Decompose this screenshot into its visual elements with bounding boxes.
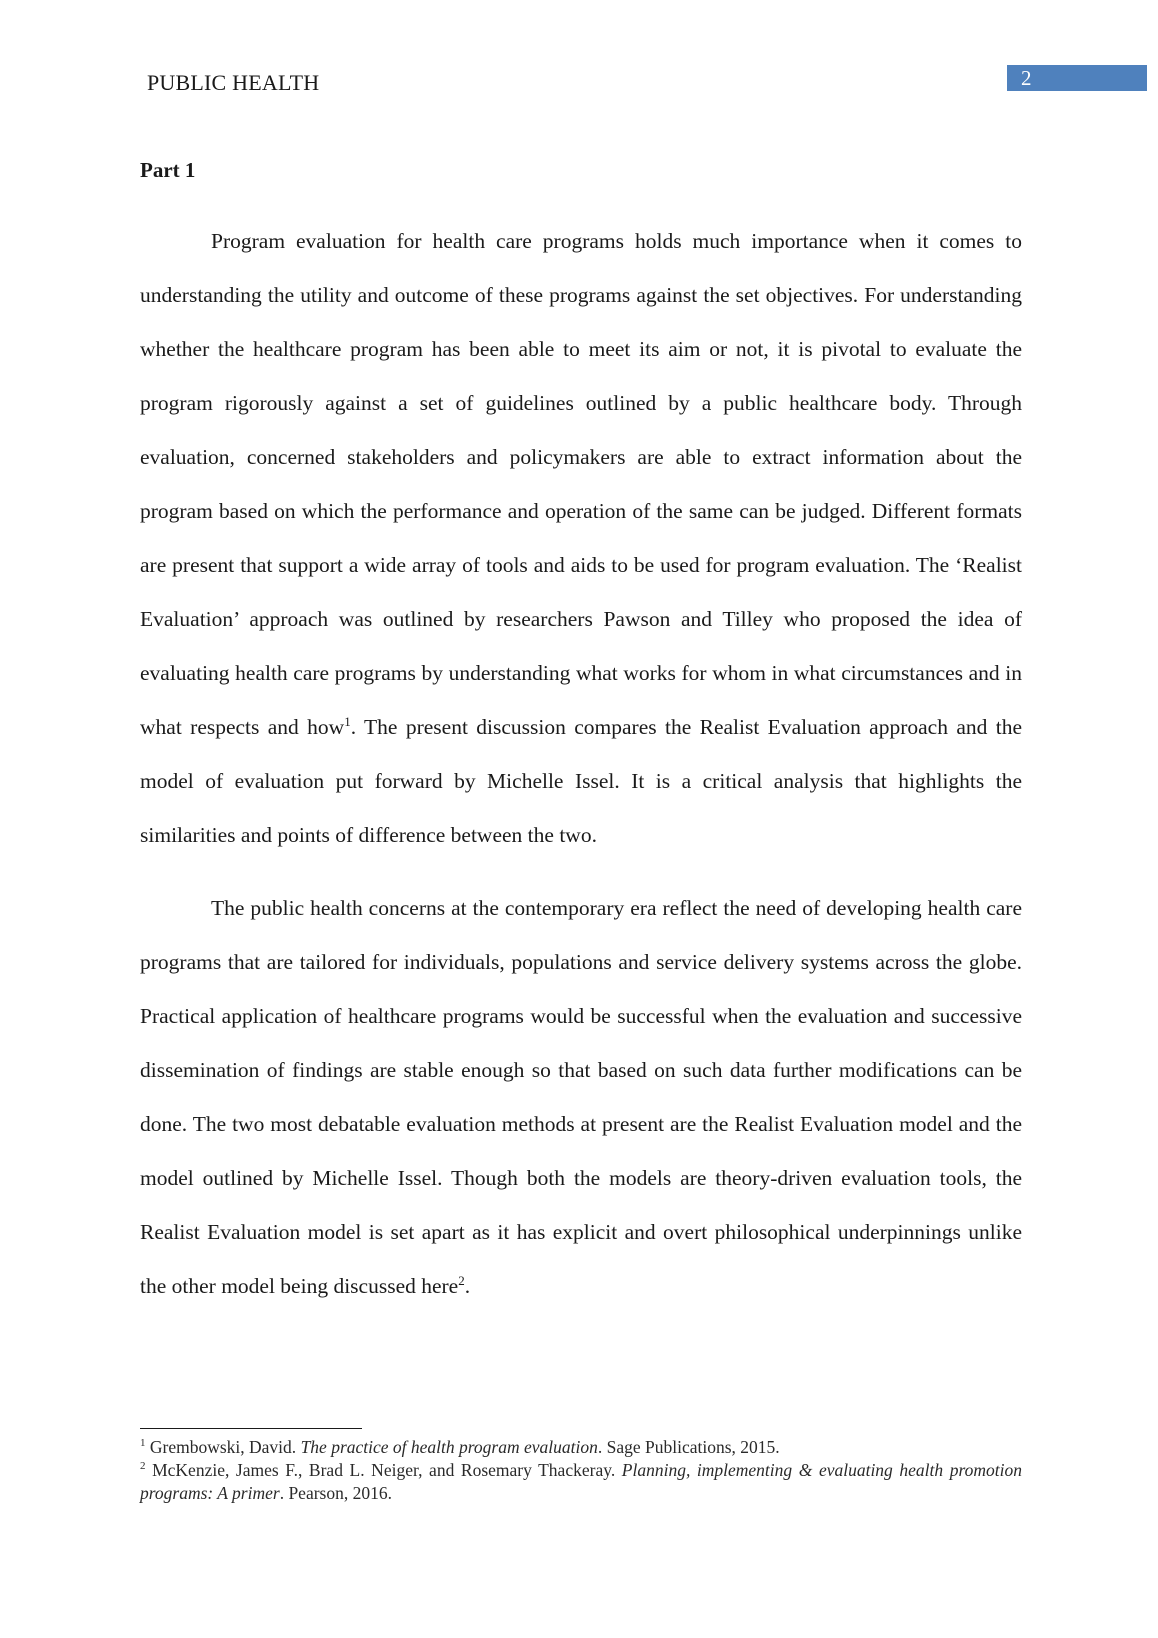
footnote-2 [140, 1459, 1022, 1505]
section-heading: Part 1 [140, 158, 196, 182]
footnote-1-publisher: . Sage Publications, 2015. [597, 1437, 780, 1457]
footnote-2-title: Planning, implementing & evaluating health promotion programs: A primer [140, 1460, 1022, 1503]
footnotes-section [140, 1436, 1022, 1505]
page-number: 2 [1021, 66, 1032, 90]
paragraph-1-text-after: . The present discussion compares the Realist Evaluation approach and the model of evaluation put forward by Michelle Issel. It is a critical analysis that highlights the similarities and points of difference between the two. [140, 715, 1023, 847]
footnote-1-number: 1 [140, 1437, 146, 1450]
running-header-title: PUBLIC HEALTH [147, 70, 320, 95]
footnote-1-author: Grembowski, David. [145, 1437, 301, 1457]
footnote-2-number: 2 [140, 1460, 146, 1473]
footnote-ref-2[interactable]: 2 [458, 1272, 465, 1288]
footnote-separator [140, 1428, 362, 1429]
paragraph-1-text: Program evaluation for health care programs holds much importance when it comes to understanding the utility and outcome of these programs against the set objectives. For understanding whether the healthcare program has been able to meet its aim or not, it is pivotal to evaluate the program rigorously against a set of guidelines outlined by a public healthcare body. Through evaluation, concerned stakeholders and policymakers are able to extract information about the program based on which the performance and operation of the same can be judged. Different formats are present that support a wide array of tools and aids to be used for program evaluation. The ‘Realist Evaluation’ approach was outlined by researchers Pawson and Tilley who proposed the idea of evaluating health care programs by understanding what works for whom in what circumstances and in what respects and how [140, 229, 1022, 739]
body-paragraph-1 [140, 214, 1022, 862]
body-paragraph-2 [140, 881, 1022, 1313]
footnote-2-author: McKenzie, James F., Brad L. Neiger, and Rosemary Thackeray. [145, 1460, 622, 1480]
page-number-badge [1007, 65, 1147, 91]
paragraph-2-text: The public health concerns at the contemporary era reflect the need of developing health care programs that are tailored for individuals, populations and service delivery systems across the globe. Practical application of healthcare programs would be successful when the evaluation and successive dissemination of findings are stable enough so that based on such data further modifications can be done. The two most debatable evaluation methods at present are the Realist Evaluation model and the model outlined by Michelle Issel. Though both the models are theory-driven evaluation tools, the Realist Evaluation model is set apart as it has explicit and overt philosophical underpinnings unlike the other model being discussed here [140, 896, 1022, 1298]
footnote-1 [140, 1436, 1022, 1459]
document-body [140, 150, 1022, 1313]
footnote-1-title: The practice of health program evaluation [300, 1437, 598, 1457]
paragraph-2-text-after: . [464, 1274, 471, 1298]
footnote-ref-1[interactable]: 1 [344, 713, 351, 729]
footnote-2-publisher: . Pearson, 2016. [279, 1483, 392, 1503]
